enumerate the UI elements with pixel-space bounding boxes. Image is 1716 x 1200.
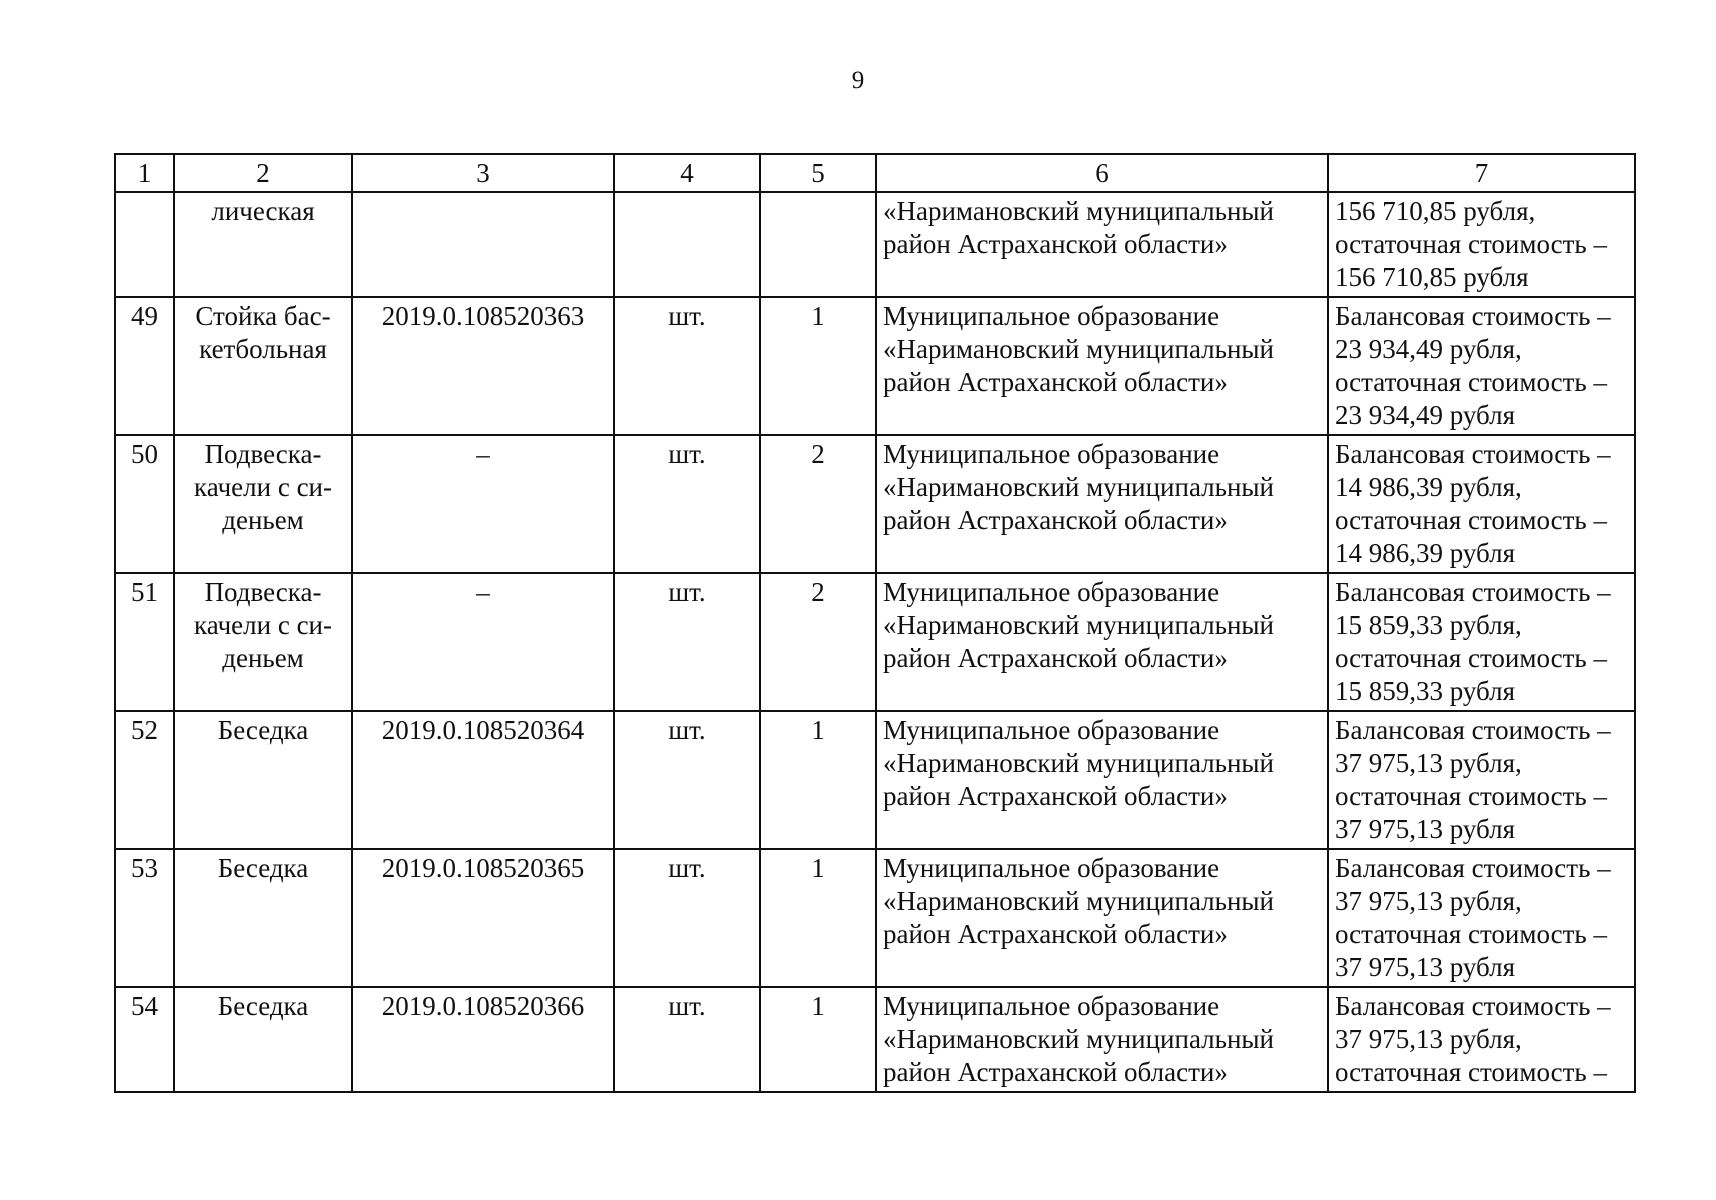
cost-cell: Балансовая стоимость – 15 859,33 рубля, остаточная стоимость – 15 859,33 рубля: [1328, 573, 1635, 711]
owner-cell: Муниципальное образование «Наримановский муниципальный район Астраханской области»: [876, 573, 1328, 711]
column-header: 3: [352, 154, 614, 192]
row-number-cell: 49: [115, 297, 174, 435]
cost-cell: Балансовая стоимость – 37 975,13 рубля, остаточная стоимость –: [1328, 987, 1635, 1092]
column-header: 6: [876, 154, 1328, 192]
cost-cell: 156 710,85 рубля, остаточная стоимость – 156 710,85 рубля: [1328, 192, 1635, 297]
property-table: [114, 153, 1636, 1093]
inventory-code-cell: –: [352, 435, 614, 573]
table-row: [115, 849, 1635, 987]
table-row: [115, 435, 1635, 573]
quantity-cell: 1: [760, 849, 876, 987]
column-header: 7: [1328, 154, 1635, 192]
column-header: 1: [115, 154, 174, 192]
inventory-code-cell: –: [352, 573, 614, 711]
table-row: [115, 192, 1635, 297]
cost-cell: Балансовая стоимость – 23 934,49 рубля, остаточная стоимость – 23 934,49 рубля: [1328, 297, 1635, 435]
inventory-code-cell: [352, 192, 614, 297]
table-row: [115, 711, 1635, 849]
item-name-cell: Беседка: [174, 849, 352, 987]
cost-cell: Балансовая стоимость – 37 975,13 рубля, остаточная стоимость – 37 975,13 рубля: [1328, 711, 1635, 849]
unit-cell: шт.: [614, 573, 760, 711]
inventory-code-cell: 2019.0.108520363: [352, 297, 614, 435]
column-header: 2: [174, 154, 352, 192]
inventory-code-cell: 2019.0.108520364: [352, 711, 614, 849]
table-row: [115, 987, 1635, 1092]
quantity-cell: 1: [760, 987, 876, 1092]
item-name-cell: Беседка: [174, 987, 352, 1092]
owner-cell: «Наримановский муниципальный район Астраханской области»: [876, 192, 1328, 297]
row-number-cell: 54: [115, 987, 174, 1092]
row-number-cell: 51: [115, 573, 174, 711]
row-number-cell: 52: [115, 711, 174, 849]
cost-cell: Балансовая стоимость – 14 986,39 рубля, остаточная стоимость – 14 986,39 рубля: [1328, 435, 1635, 573]
owner-cell: Муниципальное образование «Наримановский муниципальный район Астраханской области»: [876, 987, 1328, 1092]
quantity-cell: 1: [760, 711, 876, 849]
column-header: 4: [614, 154, 760, 192]
owner-cell: Муниципальное образование «Наримановский муниципальный район Астраханской области»: [876, 711, 1328, 849]
owner-cell: Муниципальное образование «Наримановский муниципальный район Астраханской области»: [876, 435, 1328, 573]
quantity-cell: 1: [760, 297, 876, 435]
item-name-cell: Стойка бас-кетбольная: [174, 297, 352, 435]
item-name-cell: лическая: [174, 192, 352, 297]
unit-cell: [614, 192, 760, 297]
column-number-header-row: [115, 154, 1635, 192]
quantity-cell: 2: [760, 435, 876, 573]
item-name-cell: Подвеска-качели с си-деньем: [174, 573, 352, 711]
inventory-code-cell: 2019.0.108520366: [352, 987, 614, 1092]
row-number-cell: 53: [115, 849, 174, 987]
owner-cell: Муниципальное образование «Наримановский муниципальный район Астраханской области»: [876, 297, 1328, 435]
quantity-cell: [760, 192, 876, 297]
unit-cell: шт.: [614, 435, 760, 573]
table-row: [115, 573, 1635, 711]
owner-cell: Муниципальное образование «Наримановский муниципальный район Астраханской области»: [876, 849, 1328, 987]
item-name-cell: Подвеска-качели с си-деньем: [174, 435, 352, 573]
page-number: 9: [851, 67, 865, 94]
row-number-cell: 50: [115, 435, 174, 573]
inventory-code-cell: 2019.0.108520365: [352, 849, 614, 987]
column-header: 5: [760, 154, 876, 192]
cost-cell: Балансовая стоимость – 37 975,13 рубля, остаточная стоимость – 37 975,13 рубля: [1328, 849, 1635, 987]
row-number-cell: [115, 192, 174, 297]
quantity-cell: 2: [760, 573, 876, 711]
unit-cell: шт.: [614, 297, 760, 435]
table-row: [115, 297, 1635, 435]
unit-cell: шт.: [614, 849, 760, 987]
unit-cell: шт.: [614, 987, 760, 1092]
item-name-cell: Беседка: [174, 711, 352, 849]
unit-cell: шт.: [614, 711, 760, 849]
